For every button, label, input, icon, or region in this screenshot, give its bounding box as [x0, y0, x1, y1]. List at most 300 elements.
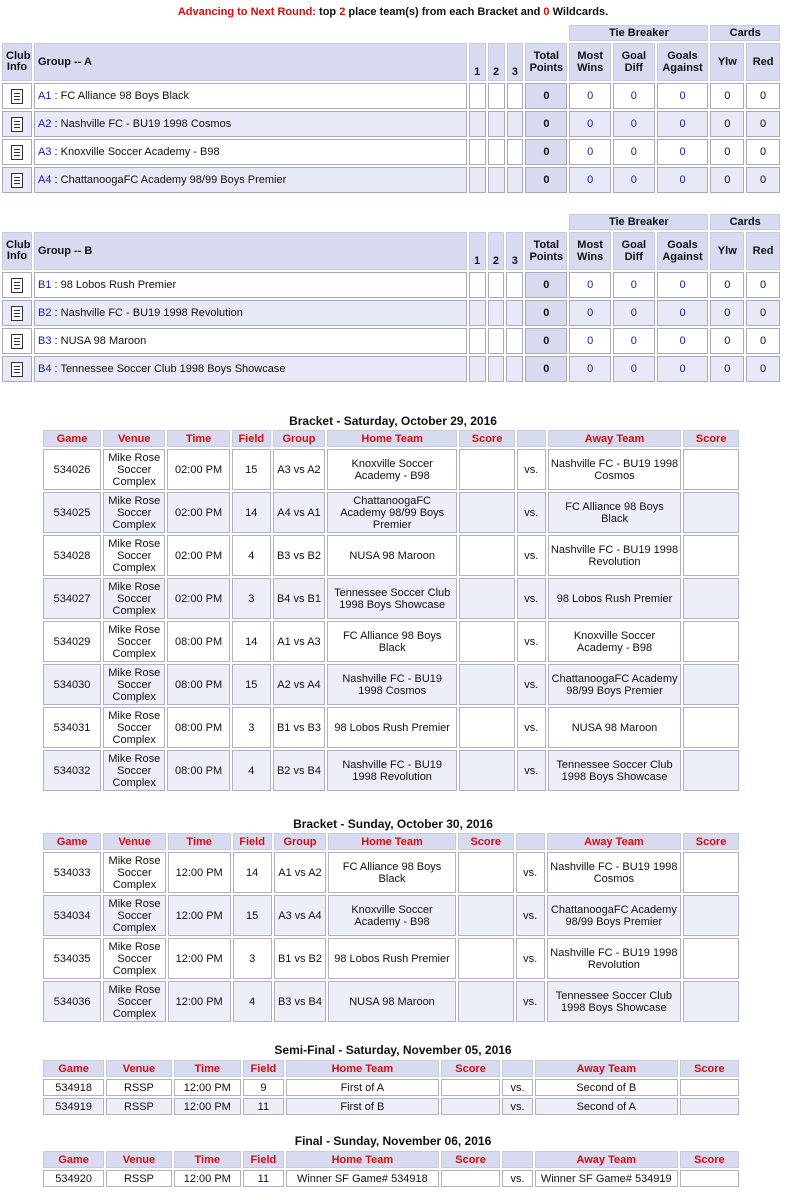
home-team: Nashville FC - BU19 1998 Revolution: [327, 750, 457, 791]
group-name-header: Group -- B: [34, 232, 467, 270]
group-matchup: A4 vs A1: [273, 492, 325, 533]
field-header: Field: [243, 1151, 284, 1168]
away-score: [683, 664, 739, 705]
game-row: [43, 1079, 739, 1096]
team-name: : FC Alliance 98 Boys Black: [51, 90, 190, 102]
document-icon[interactable]: [11, 117, 23, 132]
game-time: 08:00 PM: [167, 664, 229, 705]
goals-against-cell: 0: [657, 167, 709, 193]
total-points-cell: 0: [525, 83, 567, 109]
home-team: Nashville FC - BU19 1998 Cosmos: [327, 664, 457, 705]
game2-cell: [488, 300, 505, 326]
vs-label: vs.: [517, 535, 546, 576]
goal-diff-cell: 0: [613, 272, 655, 298]
schedule-table: [41, 831, 741, 1024]
home-team: First of A: [286, 1079, 439, 1096]
tie-breaker-header: Tie Breaker: [569, 214, 708, 230]
venue: Mike Rose Soccer Complex: [103, 981, 166, 1022]
field-header: Field: [243, 1060, 284, 1077]
game-time: 12:00 PM: [168, 852, 231, 893]
home-score: [458, 895, 514, 936]
away-team: Tennessee Soccer Club 1998 Boys Showcase: [548, 750, 682, 791]
game-header: Game: [43, 1151, 104, 1168]
goals-against-cell: 0: [657, 83, 709, 109]
cards-header: Cards: [710, 25, 780, 41]
game2-cell: [488, 111, 505, 137]
goal-diff-header: Goal Diff: [613, 232, 655, 270]
game-number: 534034: [43, 895, 101, 936]
away-team: Nashville FC - BU19 1998 Revolution: [548, 535, 682, 576]
field-number: 4: [232, 535, 271, 576]
home-team: NUSA 98 Maroon: [327, 535, 457, 576]
vs-label: vs.: [516, 981, 545, 1022]
goals-against-header: Goals Against: [657, 43, 709, 81]
field-number: 3: [232, 707, 271, 748]
game-header: Game: [43, 430, 101, 447]
yellow-cards-header: Ylw: [710, 232, 744, 270]
home-team-header: Home Team: [286, 1060, 439, 1077]
vs-header: [502, 1060, 533, 1077]
away-team: FC Alliance 98 Boys Black: [548, 492, 682, 533]
group-a-table: [0, 23, 782, 195]
total-points-cell: 0: [525, 328, 567, 354]
away-score: [680, 1098, 739, 1115]
game-row: [43, 578, 739, 619]
away-team: ChattanoogaFC Academy 98/99 Boys Premier: [548, 664, 682, 705]
game-time: 02:00 PM: [167, 535, 229, 576]
away-score: [683, 750, 739, 791]
yellow-cards-header: Ylw: [710, 43, 744, 81]
game-number: 534033: [43, 852, 101, 893]
venue: Mike Rose Soccer Complex: [103, 578, 165, 619]
field-number: 15: [232, 449, 271, 490]
away-score: [683, 852, 739, 893]
field-number: 11: [243, 1098, 284, 1115]
away-team: Tennessee Soccer Club 1998 Boys Showcase: [547, 981, 681, 1022]
group-matchup: A3 vs A2: [273, 449, 325, 490]
game-row: [43, 449, 739, 490]
game2-header: 2: [488, 43, 505, 81]
team-cell: [34, 272, 467, 298]
game-number: 534029: [43, 621, 101, 662]
total-points-cell: 0: [525, 356, 567, 382]
game-time: 12:00 PM: [168, 981, 231, 1022]
home-score: [458, 938, 514, 979]
game2-cell: [488, 167, 505, 193]
goal-diff-cell: 0: [613, 139, 655, 165]
total-points-cell: 0: [525, 167, 567, 193]
section-title: Bracket - Saturday, October 29, 2016: [289, 414, 497, 428]
away-team: Nashville FC - BU19 1998 Revolution: [547, 938, 681, 979]
yellow-cards-cell: 0: [710, 272, 744, 298]
home-team: Knoxville Soccer Academy - B98: [327, 449, 457, 490]
home-score: [459, 535, 515, 576]
venue-header: Venue: [106, 1060, 171, 1077]
venue: Mike Rose Soccer Complex: [103, 852, 166, 893]
team-code-link[interactable]: B4: [38, 363, 52, 375]
standings-row: [2, 167, 780, 193]
game-time: 12:00 PM: [168, 938, 231, 979]
home-team: 98 Lobos Rush Premier: [328, 938, 456, 979]
vs-label: vs.: [502, 1170, 533, 1187]
home-team: Knoxville Soccer Academy - B98: [328, 895, 456, 936]
field-number: 3: [233, 938, 272, 979]
away-team: Nashville FC - BU19 1998 Cosmos: [547, 852, 681, 893]
venue: Mike Rose Soccer Complex: [103, 535, 165, 576]
club-info-cell: [2, 139, 32, 165]
game-row: [43, 938, 739, 979]
club-info-header: [2, 232, 32, 270]
game3-cell: [506, 300, 523, 326]
team-code-link[interactable]: A2: [38, 118, 52, 130]
game2-cell: [488, 272, 505, 298]
club-info-cell: [2, 111, 32, 137]
goal-diff-cell: 0: [613, 111, 655, 137]
goal-diff-cell: 0: [613, 356, 655, 382]
venue: Mike Rose Soccer Complex: [103, 664, 165, 705]
team-code-link[interactable]: B1: [38, 279, 52, 291]
game-time: 02:00 PM: [167, 449, 229, 490]
team-name: : ChattanoogaFC Academy 98/99 Boys Premier: [51, 174, 287, 186]
away-score: [683, 938, 739, 979]
goals-against-cell: 0: [657, 111, 709, 137]
game-number: 534036: [43, 981, 101, 1022]
red-cards-cell: 0: [746, 356, 780, 382]
game-row: [43, 981, 739, 1022]
field-header: Field: [233, 833, 272, 850]
venue: Mike Rose Soccer Complex: [103, 492, 165, 533]
team-cell: [34, 328, 467, 354]
team-cell: [34, 111, 467, 137]
away-team: Second of A: [535, 1098, 678, 1115]
field-number: 14: [232, 492, 271, 533]
venue: RSSP: [106, 1079, 171, 1096]
schedule-table: [41, 1149, 741, 1189]
most-wins-header: Most Wins: [569, 43, 611, 81]
away-score-header: Score: [680, 1151, 739, 1168]
goals-against-cell: 0: [657, 139, 709, 165]
team-cell: [34, 300, 467, 326]
team-code-link[interactable]: A1: [38, 90, 52, 102]
goals-against-cell: 0: [657, 300, 709, 326]
game-row: [43, 750, 739, 791]
section-title: Final - Sunday, November 06, 2016: [294, 1134, 492, 1148]
field-number: 14: [232, 621, 271, 662]
group-name-header: Group -- A: [34, 43, 467, 81]
vs-label: vs.: [517, 578, 546, 619]
club-info-cell: [2, 356, 32, 382]
game-header: Game: [43, 1060, 104, 1077]
field-number: 15: [233, 895, 272, 936]
group-header: Group: [273, 430, 325, 447]
home-team: Tennessee Soccer Club 1998 Boys Showcase: [327, 578, 457, 619]
home-team-header: Home Team: [286, 1151, 439, 1168]
most-wins-cell: 0: [569, 167, 611, 193]
away-score: [683, 707, 739, 748]
schedule-table: [41, 1058, 741, 1117]
goals-against-header: Goals Against: [657, 232, 709, 270]
standings-row: [2, 356, 780, 382]
home-score: [459, 578, 515, 619]
time-header: Time: [167, 430, 229, 447]
document-icon[interactable]: [11, 306, 23, 321]
total-points-header: Total Points: [525, 43, 567, 81]
away-score: [683, 492, 739, 533]
red-cards-header: Red: [746, 43, 780, 81]
game-number: 534035: [43, 938, 101, 979]
game-number: 534031: [43, 707, 101, 748]
group-matchup: A2 vs A4: [273, 664, 325, 705]
team-cell: [34, 83, 467, 109]
game-number: 534025: [43, 492, 101, 533]
game-number: 534027: [43, 578, 101, 619]
team-code-link[interactable]: A4: [38, 174, 52, 186]
game-row: [43, 664, 739, 705]
game-time: 02:00 PM: [167, 492, 229, 533]
team-name: : NUSA 98 Maroon: [51, 335, 147, 347]
field-number: 3: [232, 578, 271, 619]
game-row: [43, 707, 739, 748]
game-time: 12:00 PM: [168, 895, 231, 936]
game-time: 12:00 PM: [174, 1098, 241, 1115]
goals-against-cell: 0: [657, 272, 709, 298]
away-team-header: Away Team: [548, 430, 682, 447]
total-points-cell: 0: [525, 111, 567, 137]
game1-cell: [469, 300, 486, 326]
team-code-link[interactable]: A3: [38, 146, 52, 158]
standings-row: [2, 139, 780, 165]
goal-diff-cell: 0: [613, 328, 655, 354]
field-number: 14: [233, 852, 272, 893]
away-score: [683, 895, 739, 936]
most-wins-cell: 0: [569, 272, 611, 298]
total-points-cell: 0: [525, 272, 567, 298]
most-wins-cell: 0: [569, 83, 611, 109]
header-spacer: [2, 25, 567, 41]
game-number: 534032: [43, 750, 101, 791]
most-wins-cell: 0: [569, 300, 611, 326]
game-row: [43, 621, 739, 662]
yellow-cards-cell: 0: [710, 167, 744, 193]
red-cards-cell: 0: [746, 300, 780, 326]
game1-header: 1: [469, 43, 486, 81]
away-team: ChattanoogaFC Academy 98/99 Boys Premier: [547, 895, 681, 936]
game3-cell: [506, 272, 523, 298]
game-number: 534028: [43, 535, 101, 576]
home-score: [459, 664, 515, 705]
home-score: [459, 750, 515, 791]
header-spacer: [2, 214, 567, 230]
vs-label: vs.: [517, 492, 546, 533]
game1-cell: [469, 272, 486, 298]
venue: Mike Rose Soccer Complex: [103, 938, 166, 979]
vs-label: vs.: [516, 895, 545, 936]
home-score: [441, 1098, 500, 1115]
home-team: FC Alliance 98 Boys Black: [328, 852, 456, 893]
yellow-cards-cell: 0: [710, 111, 744, 137]
game2-header: 2: [488, 232, 505, 270]
game2-cell: [488, 139, 505, 165]
yellow-cards-cell: 0: [710, 300, 744, 326]
away-team: NUSA 98 Maroon: [548, 707, 682, 748]
club-info-label: Club Info: [6, 50, 31, 73]
away-score: [683, 578, 739, 619]
club-info-header: [2, 43, 32, 81]
yellow-cards-cell: 0: [710, 83, 744, 109]
game-number: 534919: [43, 1098, 104, 1115]
group-matchup: B3 vs B4: [274, 981, 327, 1022]
away-score-header: Score: [683, 833, 739, 850]
home-score: [441, 1170, 500, 1187]
game3-cell: [507, 167, 524, 193]
game-row: [43, 492, 739, 533]
game-row: [43, 852, 739, 893]
venue: Mike Rose Soccer Complex: [103, 449, 165, 490]
home-team: NUSA 98 Maroon: [328, 981, 456, 1022]
document-icon[interactable]: [11, 278, 23, 293]
team-cell: [34, 167, 467, 193]
goals-against-cell: 0: [657, 356, 709, 382]
away-team: Knoxville Soccer Academy - B98: [548, 621, 682, 662]
team-code-link[interactable]: B3: [38, 335, 52, 347]
group-b-table: [0, 212, 782, 384]
club-info-label: Club Info: [6, 239, 31, 262]
home-team-header: Home Team: [328, 833, 456, 850]
away-team-header: Away Team: [535, 1151, 678, 1168]
away-team: Winner SF Game# 534919: [535, 1170, 678, 1187]
game3-header: 3: [507, 43, 524, 81]
red-cards-cell: 0: [746, 139, 780, 165]
home-team: ChattanoogaFC Academy 98/99 Boys Premier: [327, 492, 457, 533]
goal-diff-cell: 0: [613, 83, 655, 109]
red-cards-cell: 0: [746, 167, 780, 193]
total-points-header: Total Points: [525, 232, 567, 270]
group-matchup: A1 vs A3: [273, 621, 325, 662]
vs-label: vs.: [502, 1098, 533, 1115]
home-team: FC Alliance 98 Boys Black: [327, 621, 457, 662]
away-score: [683, 535, 739, 576]
time-header: Time: [174, 1060, 241, 1077]
game3-cell: [506, 356, 523, 382]
game2-cell: [488, 328, 505, 354]
game-time: 08:00 PM: [167, 750, 229, 791]
home-score: [458, 981, 514, 1022]
venue-header: Venue: [106, 1151, 171, 1168]
game-time: 12:00 PM: [174, 1079, 241, 1096]
standings-row: [2, 300, 780, 326]
time-header: Time: [174, 1151, 241, 1168]
document-icon[interactable]: [11, 89, 23, 104]
game-number: 534030: [43, 664, 101, 705]
section-title: Bracket - Sunday, October 30, 2016: [293, 817, 493, 831]
game1-cell: [469, 328, 486, 354]
yellow-cards-cell: 0: [710, 356, 744, 382]
home-team: First of B: [286, 1098, 439, 1115]
team-cell: [34, 139, 467, 165]
home-score-header: Score: [441, 1151, 500, 1168]
game3-header: 3: [506, 232, 523, 270]
standings-row: [2, 272, 780, 298]
away-team-header: Away Team: [547, 833, 681, 850]
document-icon[interactable]: [11, 145, 23, 160]
vs-label: vs.: [517, 621, 546, 662]
game3-cell: [506, 328, 523, 354]
game-row: [43, 895, 739, 936]
venue-header: Venue: [103, 833, 166, 850]
vs-header: [517, 430, 546, 447]
most-wins-cell: 0: [569, 328, 611, 354]
document-icon[interactable]: [11, 334, 23, 349]
standings-row: [2, 111, 780, 137]
home-team-header: Home Team: [327, 430, 457, 447]
away-team: 98 Lobos Rush Premier: [548, 578, 682, 619]
venue: RSSP: [106, 1170, 171, 1187]
home-score: [459, 449, 515, 490]
vs-label: vs.: [517, 664, 546, 705]
game3-cell: [507, 83, 524, 109]
team-name: : 98 Lobos Rush Premier: [51, 279, 177, 291]
away-score: [683, 621, 739, 662]
venue: Mike Rose Soccer Complex: [103, 621, 165, 662]
field-number: 9: [243, 1079, 284, 1096]
yellow-cards-cell: 0: [710, 139, 744, 165]
red-cards-cell: 0: [746, 328, 780, 354]
home-team: 98 Lobos Rush Premier: [327, 707, 457, 748]
goals-against-cell: 0: [657, 328, 709, 354]
most-wins-cell: 0: [569, 356, 611, 382]
group-matchup: A3 vs A4: [274, 895, 327, 936]
field-number: 4: [232, 750, 271, 791]
home-score: [459, 621, 515, 662]
total-points-cell: 0: [525, 300, 567, 326]
game1-cell: [469, 83, 486, 109]
game-number: 534026: [43, 449, 101, 490]
game3-cell: [507, 111, 524, 137]
vs-label: vs.: [517, 707, 546, 748]
vs-label: vs.: [517, 449, 546, 490]
club-info-cell: [2, 328, 32, 354]
venue: RSSP: [106, 1098, 171, 1115]
document-icon[interactable]: [11, 362, 23, 377]
red-cards-cell: 0: [746, 272, 780, 298]
goal-diff-cell: 0: [613, 300, 655, 326]
document-icon[interactable]: [11, 173, 23, 188]
game2-cell: [488, 356, 505, 382]
yellow-cards-cell: 0: [710, 328, 744, 354]
goal-diff-header: Goal Diff: [613, 43, 655, 81]
game-time: 12:00 PM: [174, 1170, 241, 1187]
venue-header: Venue: [103, 430, 165, 447]
game3-cell: [507, 139, 524, 165]
team-cell: [34, 356, 467, 382]
game2-cell: [488, 83, 505, 109]
team-code-link[interactable]: B2: [38, 307, 52, 319]
away-team: Nashville FC - BU19 1998 Cosmos: [548, 449, 682, 490]
game1-cell: [469, 139, 486, 165]
red-cards-cell: 0: [746, 111, 780, 137]
away-score: [683, 449, 739, 490]
group-matchup: A1 vs A2: [274, 852, 327, 893]
game-time: 08:00 PM: [167, 621, 229, 662]
team-name: : Nashville FC - BU19 1998 Revolution: [51, 307, 243, 319]
vs-label: vs.: [516, 852, 545, 893]
game1-cell: [469, 356, 486, 382]
total-points-cell: 0: [525, 139, 567, 165]
away-score-header: Score: [683, 430, 739, 447]
field-number: 15: [232, 664, 271, 705]
group-header: Group: [274, 833, 327, 850]
game-number: 534920: [43, 1170, 104, 1187]
